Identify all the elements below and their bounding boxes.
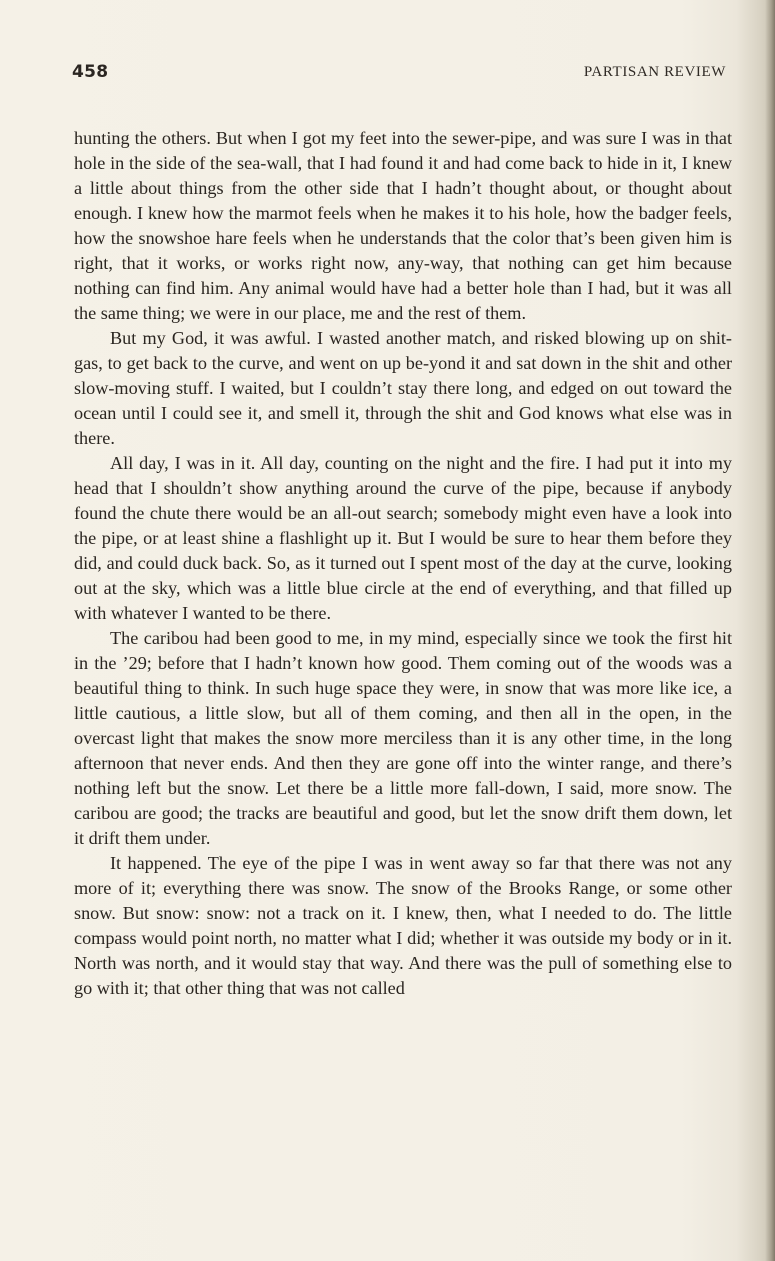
paragraph-5: It happened. The eye of the pipe I was in went away so far that there was not any more of it; everything there was snow. The snow of the Brooks Range, or some other snow. But snow: snow: not a track on it. I knew, then, what I needed to do. The little compass would point north, no matter what I did; whether it was outside my body or in it. North was north, and it would stay that way. And there was the pull of something else to go with it; that other thing that was not called bbox=[74, 853, 732, 998]
paragraph-3: All day, I was in it. All day, counting on the night and the fire. I had put it into my head that I shouldn’t show anything around the curve of the pipe, because if anybody found the chute there would be an all-out search; somebody might even have a look into the pipe, or at least shine a flashlight up it. But I would be sure to hear them before they did, and could duck back. So, as it turned out I spent most of the day at the curve, looking out at the sky, which was a little blue circle at the end of everything, and that filled up with whatever I wanted to be there. bbox=[74, 453, 732, 623]
page-header bbox=[72, 62, 726, 86]
paragraph-1: hunting the others. But when I got my feet into the sewer-pipe, and was sure I was in that hole in the side of the sea-wall, that I had found it and had come back to hide in it, I knew a little about things from the other side that I hadn’t thought about, or thought about enough. I knew how the marmot feels when he makes it to his hole, how the badger feels, how the snowshoe hare feels when he understands that the color that’s been given him is right, that it works, or works right now, any-way, that nothing can get him because nothing can find him. Any animal would have had a better hole than I had, but it was all the same thing; we were in our place, me and the rest of them. bbox=[74, 128, 732, 323]
running-head: PARTISAN REVIEW bbox=[583, 64, 726, 80]
body-text bbox=[74, 126, 732, 1001]
paragraph-4: The caribou had been good to me, in my mind, especially since we took the first hit in the ’29; before that I hadn’t known how good. Them coming out of the woods was a beautiful thing to think. In such huge space they were, in snow that was more like ice, a little cautious, a little slow, but all of them coming, and then all in the open, in the overcast light that makes the snow more merciless than it is any other time, in the long afternoon that never ends. And then they are gone off into the winter range, and there’s nothing left but the snow. Let there be a little more fall-down, I said, more snow. The caribou are good; the tracks are beautiful and good, but let the snow drift them down, let it drift them under. bbox=[74, 628, 732, 848]
paragraph-2: But my God, it was awful. I wasted another match, and risked blowing up on shit-gas, to get back to the curve, and went on up be-yond it and sat down in the shit and other slow-moving stuff. I waited, but I couldn’t stay there long, and edged on out toward the ocean until I could see it, and smell it, through the shit and God knows what else was in there. bbox=[74, 328, 732, 448]
page-number: 458 bbox=[72, 62, 109, 82]
page-spine-shadow bbox=[765, 0, 775, 1261]
